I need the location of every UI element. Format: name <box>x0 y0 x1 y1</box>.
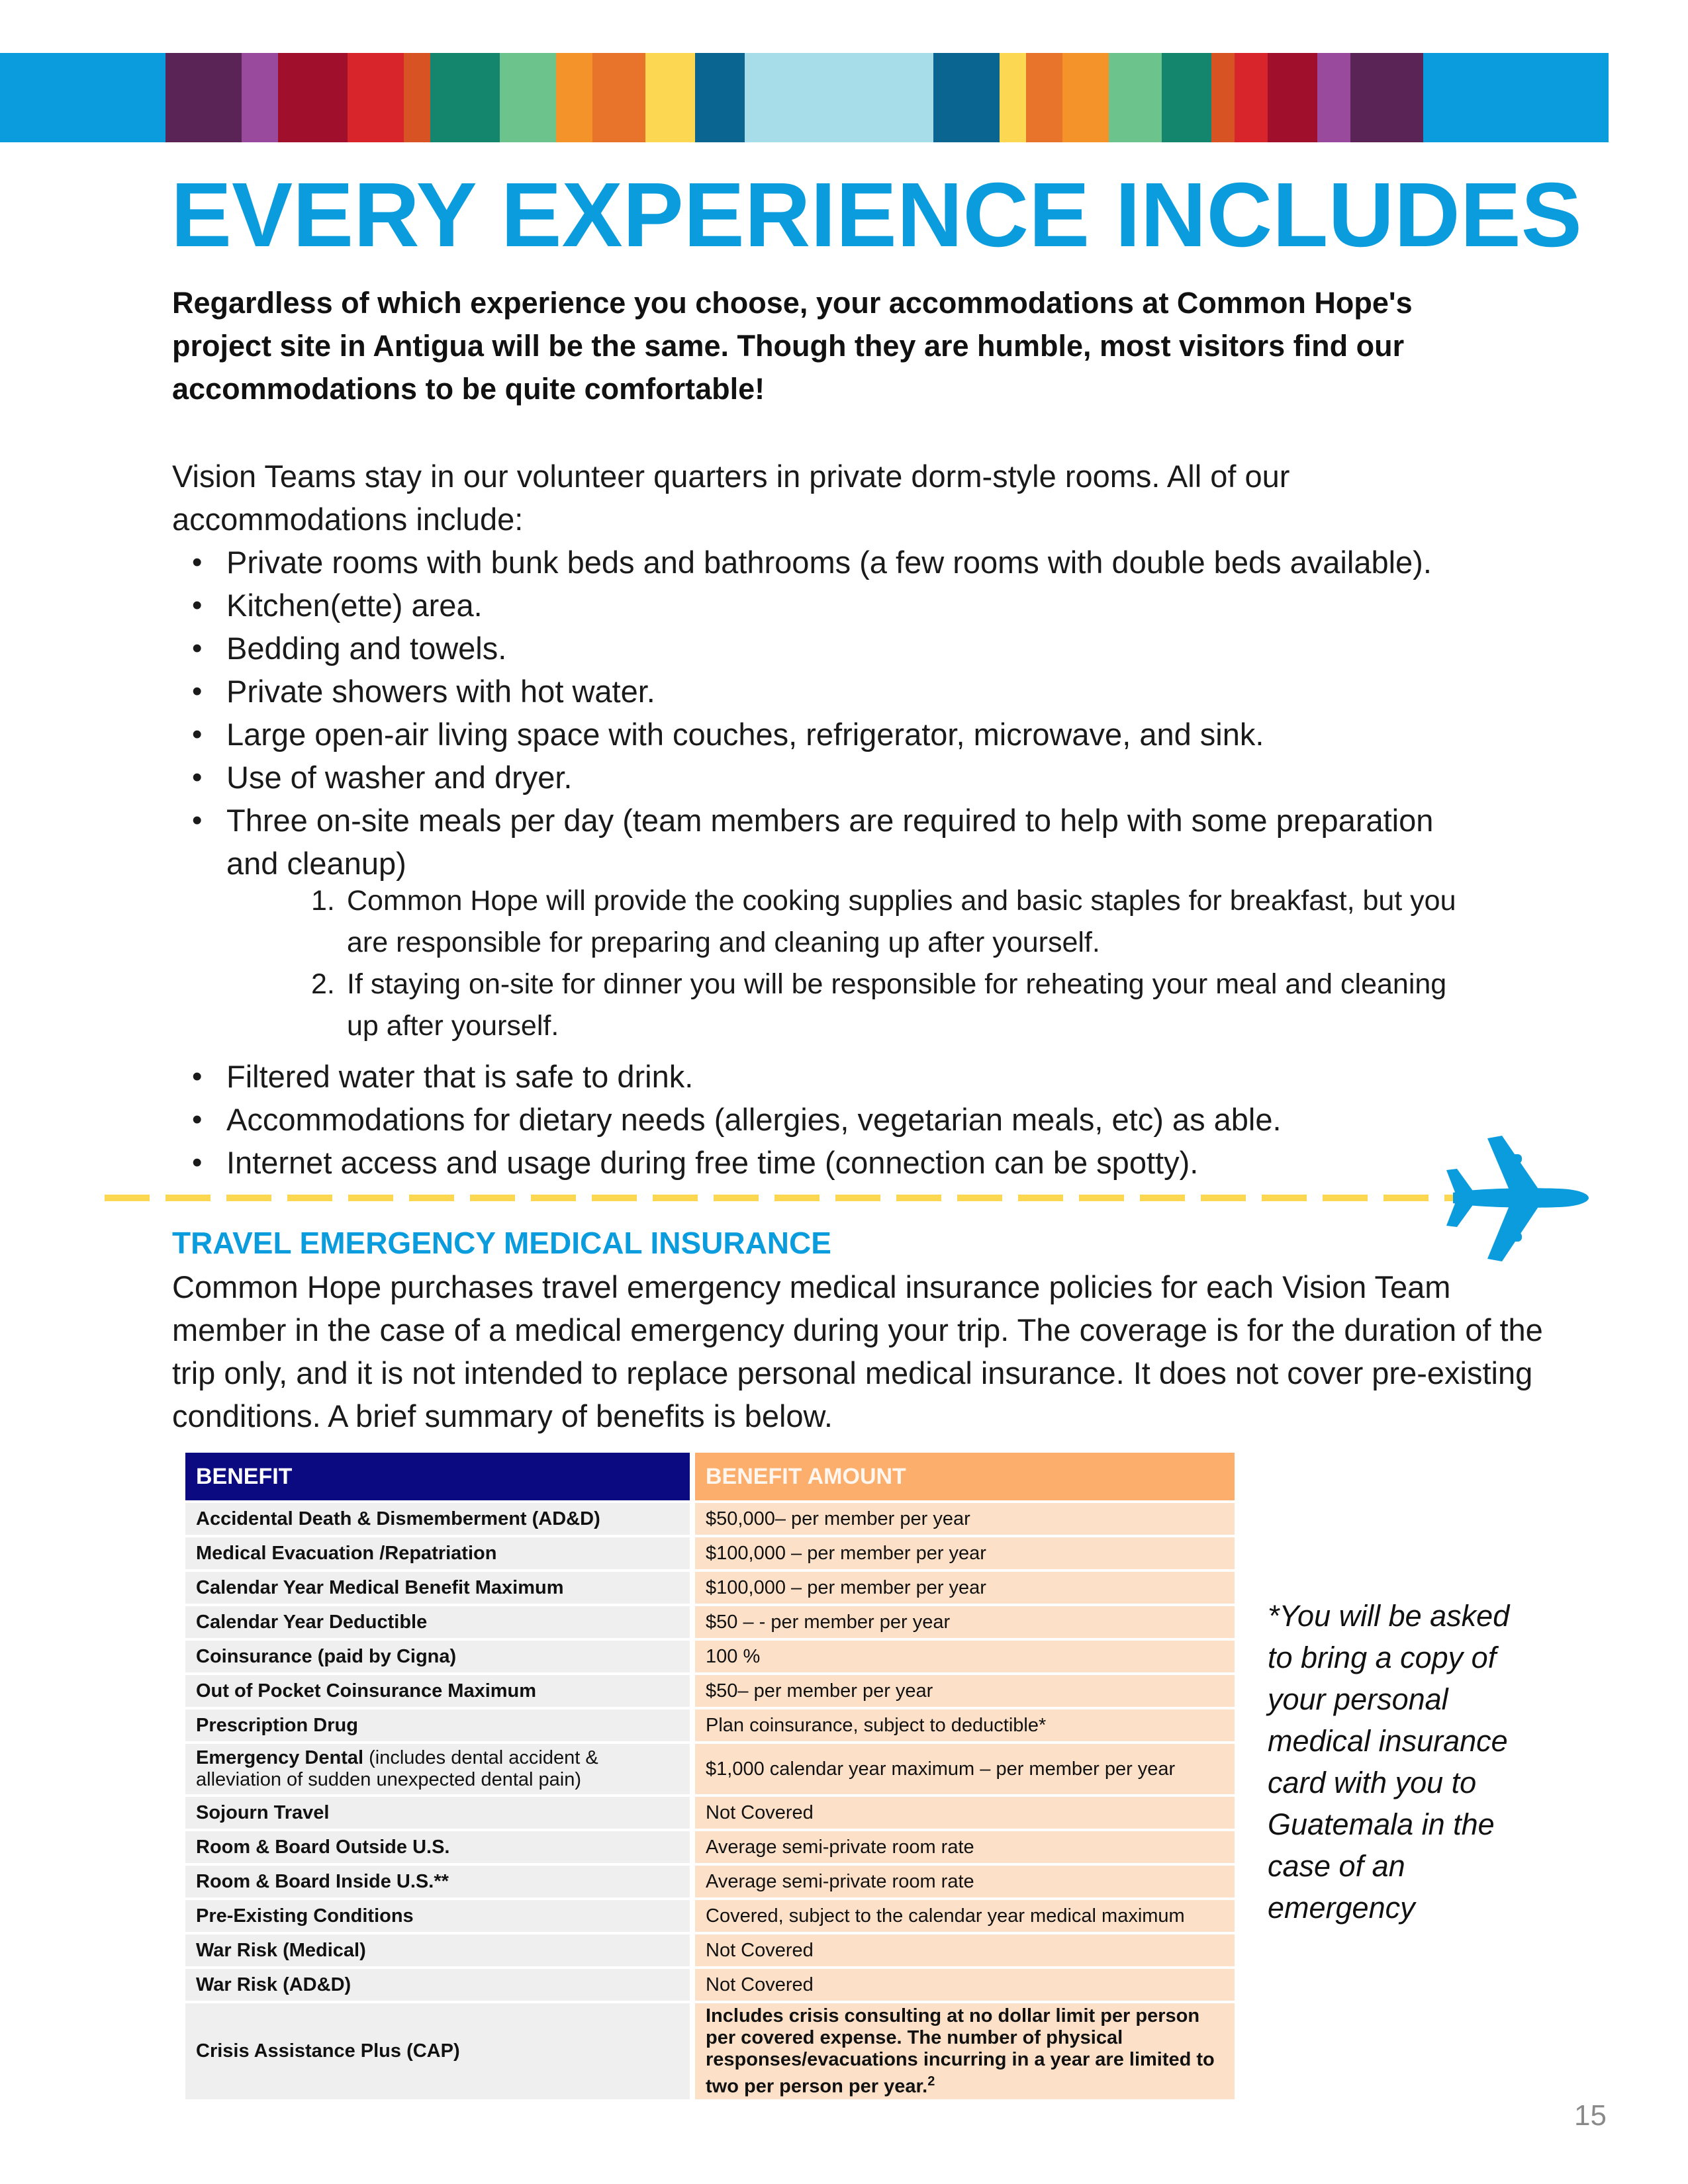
amount-cell: $100,000 – per member per year <box>692 1570 1235 1605</box>
stripe-segment <box>1062 53 1109 142</box>
stripe-segment <box>430 53 500 142</box>
stripe-segment <box>1026 53 1062 142</box>
stripe-segment <box>1268 53 1317 142</box>
stripe-segment <box>1162 53 1211 142</box>
sub-list-item <box>311 880 1476 964</box>
stripe-segment <box>242 53 278 142</box>
benefit-cell: War Risk (Medical) <box>185 1933 692 1968</box>
table-row <box>185 1899 1235 1933</box>
amount-cell: $100,000 – per member per year <box>692 1536 1235 1570</box>
benefit-name: Emergency Dental <box>196 1747 364 1768</box>
table-row <box>185 1796 1235 1830</box>
benefit-cell: Room & Board Outside U.S. <box>185 1830 692 1864</box>
stripe-segment <box>1211 53 1235 142</box>
stripe-segment <box>404 53 430 142</box>
benefit-cell: Accidental Death & Dismemberment (AD&D) <box>185 1502 692 1536</box>
amount-cell: Not Covered <box>692 1933 1235 1968</box>
stripe-segment <box>556 53 592 142</box>
table-row <box>185 1830 1235 1864</box>
stripe-segment <box>933 53 1000 142</box>
sub-list-text: If staying on-site for dinner you will be responsible for reheating your meal and cleaning up after yourself. <box>347 968 1447 1042</box>
benefit-cell: Room & Board Inside U.S.** <box>185 1864 692 1899</box>
table-header-row <box>185 1453 1235 1502</box>
amount-cell: $50 – - per member per year <box>692 1605 1235 1639</box>
amount-cell: 100 % <box>692 1639 1235 1674</box>
table-row <box>185 1743 1235 1796</box>
stripe-segment <box>1109 53 1162 142</box>
amount-cell: Not Covered <box>692 1968 1235 2002</box>
benefit-cell: Out of Pocket Coinsurance Maximum <box>185 1674 692 1708</box>
list-item: • Private rooms with bunk beds and bathrooms (a few rooms with double beds available). <box>172 541 1549 584</box>
stripe-segment <box>278 53 348 142</box>
table-row <box>185 1502 1235 1536</box>
header-color-stripe <box>0 53 1688 142</box>
amount-cell: $1,000 calendar year maximum – per member per year <box>692 1743 1235 1796</box>
stripe-segment <box>1350 53 1423 142</box>
list-item: • Internet access and usage during free time (connection can be spotty). <box>172 1141 1549 1184</box>
stripe-segment <box>695 53 745 142</box>
benefit-cell: Sojourn Travel <box>185 1796 692 1830</box>
accommodations-list <box>172 541 1549 885</box>
benefit-cell: Pre-Existing Conditions <box>185 1899 692 1933</box>
table-row <box>185 2002 1235 2101</box>
stripe-segment <box>1423 53 1609 142</box>
table-row <box>185 1864 1235 1899</box>
benefit-cell: Calendar Year Medical Benefit Maximum <box>185 1570 692 1605</box>
insurance-section-title: TRAVEL EMERGENCY MEDICAL INSURANCE <box>172 1226 831 1260</box>
footnote-marker: 2 <box>927 2073 935 2089</box>
insurance-card-note: *You will be asked to bring a copy of your personal medical insurance card with you to Guatemala in the case of an emergency <box>1268 1599 1510 1925</box>
amount-cell: Plan coinsurance, subject to deductible* <box>692 1708 1235 1743</box>
benefit-cell: Medical Evacuation /Repatriation <box>185 1536 692 1570</box>
amount-cell: Average semi-private room rate <box>692 1864 1235 1899</box>
benefit-cell: Crisis Assistance Plus (CAP) <box>185 2002 692 2101</box>
stripe-segment <box>645 53 695 142</box>
list-item: • Accommodations for dietary needs (allergies, vegetarian meals, etc) as able. <box>172 1098 1549 1141</box>
accommodations-section-continued <box>172 1055 1549 1184</box>
table-body-crisis <box>185 2002 1235 2101</box>
dashed-flight-path <box>105 1195 1481 1201</box>
stripe-segment <box>0 53 165 142</box>
sub-list-number: 2. <box>311 968 335 1000</box>
accommodations-section <box>172 455 1549 885</box>
meals-sublist <box>311 880 1476 1047</box>
list-item: • Private showers with hot water. <box>172 670 1549 713</box>
table-row <box>185 1968 1235 2002</box>
amount-cell: $50– per member per year <box>692 1674 1235 1708</box>
table-body-b <box>185 1796 1235 2002</box>
benefit-cell <box>185 1743 692 1796</box>
list-item: • Bedding and towels. <box>172 627 1549 670</box>
table-row <box>185 1570 1235 1605</box>
intro-paragraph <box>172 281 1536 410</box>
stripe-segment <box>1317 53 1350 142</box>
stripe-segment <box>1235 53 1268 142</box>
stripe-segment <box>165 53 242 142</box>
amount-cell: $50,000– per member per year <box>692 1502 1235 1536</box>
amount-cell: Average semi-private room rate <box>692 1830 1235 1864</box>
stripe-segment <box>592 53 645 142</box>
sub-list-item <box>311 964 1476 1047</box>
intro-line: Regardless of which experience you choose, your accommodations at Common Hope's <box>172 286 1413 320</box>
benefit-cell: War Risk (AD&D) <box>185 1968 692 2002</box>
sub-list-text: Common Hope will provide the cooking supplies and basic staples for breakfast, but you are responsible for preparing and cleaning up after yourself. <box>347 885 1456 958</box>
sub-list-number: 1. <box>311 885 335 917</box>
benefit-cell: Calendar Year Deductible <box>185 1605 692 1639</box>
benefit-cell: Coinsurance (paid by Cigna) <box>185 1639 692 1674</box>
page-title: EVERY EXPERIENCE INCLUDES <box>171 164 1582 266</box>
list-item: • Large open-air living space with couches, refrigerator, microwave, and sink. <box>172 713 1549 756</box>
table-row <box>185 1933 1235 1968</box>
table-row <box>185 1536 1235 1570</box>
accommodations-lead: Vision Teams stay in our volunteer quarters in private dorm-style rooms. All of our accommodations include: <box>172 459 1290 537</box>
stripe-segment <box>500 53 556 142</box>
stripe-segment <box>1000 53 1026 142</box>
stripe-segment <box>348 53 404 142</box>
list-item: • Filtered water that is safe to drink. <box>172 1055 1549 1098</box>
airplane-icon <box>1446 1132 1592 1264</box>
table-row <box>185 1674 1235 1708</box>
list-item: • Three on-site meals per day (team members are required to help with some preparation and cleanup) <box>172 799 1484 885</box>
column-header-benefit-amount: BENEFIT AMOUNT <box>692 1453 1235 1502</box>
benefit-cell: Prescription Drug <box>185 1708 692 1743</box>
table-row <box>185 1708 1235 1743</box>
table-row <box>185 1639 1235 1674</box>
amount-cell <box>692 2002 1235 2101</box>
stripe-segment <box>745 53 933 142</box>
amount-cell: Not Covered <box>692 1796 1235 1830</box>
intro-line: accommodations to be quite comfortable! <box>172 372 765 406</box>
list-item: • Kitchen(ette) area. <box>172 584 1549 627</box>
intro-line: project site in Antigua will be the same. Though they are humble, most visitors find our <box>172 329 1405 363</box>
amount-cell: Covered, subject to the calendar year medical maximum <box>692 1899 1235 1933</box>
benefits-table <box>185 1453 1235 2102</box>
page-number: 15 <box>1574 2099 1607 2132</box>
column-header-benefit: BENEFIT <box>185 1453 692 1502</box>
list-item: • Use of washer and dryer. <box>172 756 1549 799</box>
table-body-dental <box>185 1743 1235 1796</box>
accommodations-list-continued <box>172 1055 1549 1184</box>
amount-text: Includes crisis consulting at no dollar limit per person per covered expense. The number of physical responses/evacuations incurring in a year are limited to two per person per year. <box>706 2005 1215 2097</box>
insurance-paragraph: Common Hope purchases travel emergency medical insurance policies for each Vision Team member in the case of a medical emergency during your trip. The coverage is for the duration of the trip only, and it is not intended to replace personal medical insurance. It does not cover pre-existing conditions. A brief summary of benefits is below. <box>172 1269 1543 1433</box>
benefit-note: (includes dental accident & alleviation of sudden unexpected dental pain) <box>196 1747 598 1790</box>
table-row <box>185 1605 1235 1639</box>
table-body-a <box>185 1502 1235 1743</box>
